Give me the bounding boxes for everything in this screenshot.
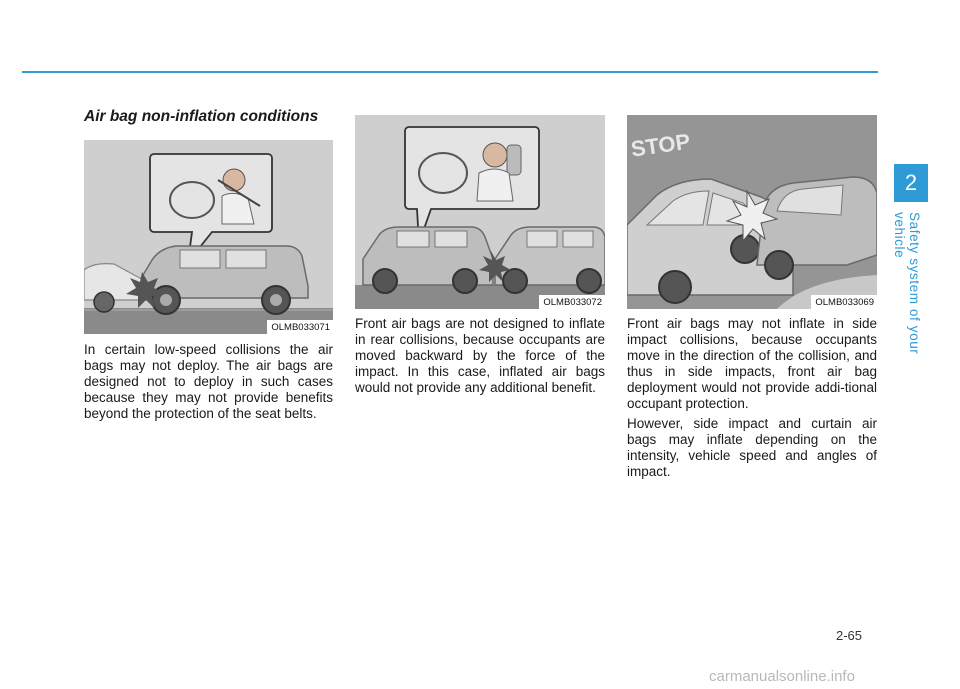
page-number: 2-65: [836, 628, 863, 643]
rear-collision-illustration: [355, 115, 605, 309]
figure-code: OLMB033069: [811, 295, 877, 309]
watermark: carmanualsonline.info: [709, 668, 855, 685]
figure-side-impact: [627, 115, 877, 309]
paragraph-rear-collision: Front air bags are not designed to inflate in rear collisions, because occupants are moved backward by the force of the impact. In this case, inflated air bags would not provide any additional benefit.: [355, 316, 605, 395]
figure-code: OLMB033072: [539, 295, 605, 309]
header-rule: [22, 71, 878, 73]
figure-low-speed-collision: [84, 140, 333, 334]
road-stop-marking: STOP: [629, 128, 692, 162]
side-impact-illustration: [627, 115, 877, 309]
paragraph-side-impact: Front air bags may not inflate in side impact collisions, because occupants move in the direction of the collision, and thus in side impacts, front air bag deployment would not provide addi-tional occupant protection.: [627, 316, 877, 411]
figure-rear-collision: [355, 115, 605, 309]
low-speed-collision-illustration: [84, 140, 333, 334]
paragraph-low-speed: In certain low-speed collisions the air bags may not deploy. The air bags are designed not to deploy in such cases because they may not provide benefits beyond the protection of the seat belts.: [84, 342, 333, 421]
chapter-title: Safety system of your vehicle: [892, 212, 922, 355]
chapter-number-tab: 2: [894, 164, 928, 202]
section-heading: Air bag non-inflation conditions: [84, 108, 319, 125]
figure-code: OLMB033071: [267, 320, 333, 334]
paragraph-side-curtain: However, side impact and curtain air bags may inflate depending on the intensity, vehicle speed and angles of impact.: [627, 416, 877, 479]
